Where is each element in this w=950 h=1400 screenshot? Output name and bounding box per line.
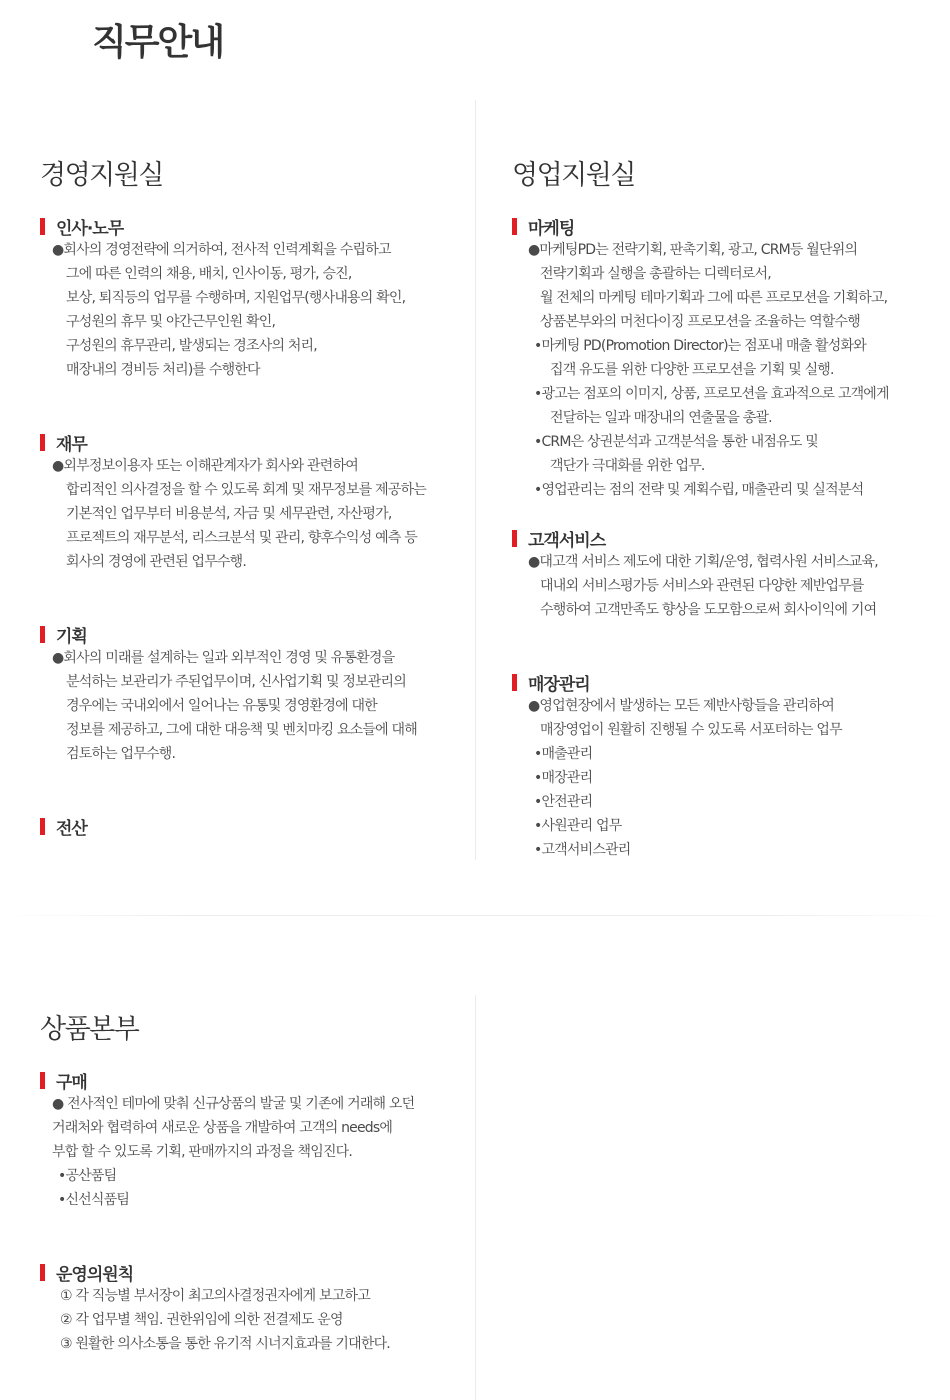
dept-title: 상품본부 (40, 1014, 139, 1045)
dept-title: 영업지원실 (512, 160, 635, 191)
section-title: 인사·노무 (56, 218, 124, 239)
text-line: •사원관리 업무 (534, 818, 622, 834)
red-bar-icon (512, 530, 517, 547)
dept-management-support (40, 158, 470, 838)
section-marketing (512, 214, 932, 502)
section-body (40, 238, 470, 382)
section-heading (40, 622, 470, 646)
section-body (40, 1092, 470, 1212)
text-line: 검토하는 업무수행. (66, 746, 176, 762)
section-heading (40, 430, 470, 454)
text-line: ① 각 직능별 부서장이 최고의사결정권자에게 보고하고 (60, 1288, 370, 1304)
text-line: •매장관리 (534, 770, 593, 786)
text-line: •공산품팀 (58, 1168, 117, 1184)
text-line: •안전관리 (534, 794, 593, 810)
text-line: 회사의 경영에 관련된 업무수행. (66, 554, 247, 570)
section-heading (40, 1068, 470, 1092)
column-divider-top (475, 100, 476, 860)
section-customer-service (512, 526, 932, 622)
section-purchasing (40, 1068, 470, 1212)
red-bar-icon (512, 674, 517, 691)
text-line: ●영업현장에서 발생하는 모든 제반사항들을 관리하여 (528, 698, 834, 714)
red-bar-icon (40, 434, 45, 451)
text-line: 전달하는 일과 매장내의 연출물을 총괄. (550, 410, 772, 426)
section-heading (40, 814, 470, 838)
red-bar-icon (40, 218, 45, 235)
section-heading (512, 214, 932, 238)
text-line: ●외부정보이용자 또는 이해관계자가 회사와 관련하여 (52, 458, 358, 474)
text-line: 분석하는 보관리가 주된업무이며, 신사업기획 및 정보관리의 (66, 674, 407, 690)
text-line: 객단가 극대화를 위한 업무. (550, 458, 705, 474)
text-line: •CRM은 상권분석과 고객분석을 통한 내점유도 및 (534, 434, 818, 450)
section-divider (0, 915, 950, 916)
red-bar-icon (40, 626, 45, 643)
red-bar-icon (40, 1264, 45, 1281)
section-title: 전산 (56, 818, 87, 839)
red-bar-icon (40, 1072, 45, 1089)
column-divider-bottom (475, 995, 476, 1400)
section-title: 운영의원칙 (56, 1264, 134, 1285)
red-bar-icon (40, 818, 45, 835)
section-heading (40, 1260, 470, 1284)
text-line: 전략기획과 실행을 총괄하는 디렉터로서, (540, 266, 771, 282)
text-line: 월 전체의 마케팅 테마기획과 그에 따른 프로모션을 기획하고, (540, 290, 888, 306)
text-line: ●회사의 경영전략에 의거하여, 전사적 인력계획을 수립하고 (52, 242, 391, 258)
section-finance (40, 430, 470, 574)
text-line: 매장영업이 원활히 진행될 수 있도록 서포터하는 업무 (540, 722, 842, 738)
text-line: 구성원의 휴무 및 야간근무인원 확인, (66, 314, 276, 330)
text-line: 수행하여 고객만족도 향상을 도모함으로써 회사이익에 기여 (540, 602, 877, 618)
section-body (40, 1284, 470, 1356)
dept-merchandise (40, 1012, 470, 1356)
text-line: •마케팅 PD(Promotion Director)는 점포내 매출 활성화와 (534, 338, 866, 354)
text-line: 거래처와 협력하여 새로운 상품을 개발하여 고객의 needs에 (52, 1120, 393, 1136)
text-line: ③ 원활한 의사소통을 통한 유기적 시너지효과를 기대한다. (60, 1336, 390, 1352)
text-line: •매출관리 (534, 746, 593, 762)
text-line: ●마케팅PD는 전략기획, 판촉기획, 광고, CRM등 월단위의 (528, 242, 858, 258)
text-line: ●회사의 미래를 설계하는 일과 외부적인 경영 및 유통환경을 (52, 650, 395, 666)
text-line: •영업관리는 점의 전략 및 계획수립, 매출관리 및 실적분석 (534, 482, 864, 498)
section-hr (40, 214, 470, 382)
text-line: 집객 유도를 위한 다양한 프로모션을 기획 및 실행. (550, 362, 834, 378)
section-heading (40, 214, 470, 238)
section-body (512, 238, 932, 502)
page-title: 직무안내 (92, 22, 224, 63)
section-body (40, 646, 470, 766)
text-line: 기본적인 업무부터 비용분석, 자금 및 세무관련, 자산평가, (66, 506, 392, 522)
text-line: 보상, 퇴직등의 업무를 수행하며, 지원업무(행사내용의 확인, (66, 290, 406, 306)
dept-sales-support (512, 158, 932, 862)
section-title: 매장관리 (528, 674, 590, 695)
text-line: 합리적인 의사결정을 할 수 있도록 회계 및 재무정보를 제공하는 (66, 482, 427, 498)
red-bar-icon (512, 218, 517, 235)
section-heading (512, 526, 932, 550)
section-title: 기획 (56, 626, 87, 647)
text-line: 상품본부와의 머천다이징 프로모션을 조율하는 역할수행 (540, 314, 860, 330)
section-title: 고객서비스 (528, 530, 606, 551)
section-body (40, 454, 470, 574)
section-body (512, 550, 932, 622)
section-title: 재무 (56, 434, 87, 455)
section-title: 구매 (56, 1072, 87, 1093)
text-line: •고객서비스관리 (534, 842, 631, 858)
text-line: ● 전사적인 테마에 맞춰 신규상품의 발굴 및 기존에 거래해 오던 (52, 1096, 415, 1112)
text-line: 대내외 서비스평가등 서비스와 관련된 다양한 제반업무를 (540, 578, 864, 594)
section-title: 마케팅 (528, 218, 575, 239)
text-line: 프로젝트의 재무분석, 리스크분석 및 관리, 향후수익성 예측 등 (66, 530, 417, 546)
text-line: •광고는 점포의 이미지, 상품, 프로모션을 효과적으로 고객에게 (534, 386, 889, 402)
section-heading (512, 670, 932, 694)
section-body (512, 694, 932, 862)
section-planning (40, 622, 470, 766)
text-line: 매장내의 경비등 처리)를 수행한다 (66, 362, 260, 378)
text-line: 부합 할 수 있도록 기획, 판매까지의 과정을 책임진다. (52, 1144, 353, 1160)
text-line: ●대고객 서비스 제도에 대한 기획/운영, 협력사원 서비스교육, (528, 554, 878, 570)
section-it (40, 814, 470, 838)
text-line: 구성원의 휴무관리, 발생되는 경조사의 처리, (66, 338, 317, 354)
text-line: 그에 따른 인력의 채용, 배치, 인사이동, 평가, 승진, (66, 266, 352, 282)
text-line: ② 각 업무별 책임. 권한위임에 의한 전결제도 운영 (60, 1312, 343, 1328)
text-line: •신선식품팀 (58, 1192, 130, 1208)
text-line: 정보를 제공하고, 그에 대한 대응책 및 벤치마킹 요소들에 대해 (66, 722, 417, 738)
text-line: 경우에는 국내외에서 일어나는 유통및 경영환경에 대한 (66, 698, 377, 714)
section-operating-principles (40, 1260, 470, 1356)
section-store-management (512, 670, 932, 862)
dept-title: 경영지원실 (40, 160, 163, 191)
